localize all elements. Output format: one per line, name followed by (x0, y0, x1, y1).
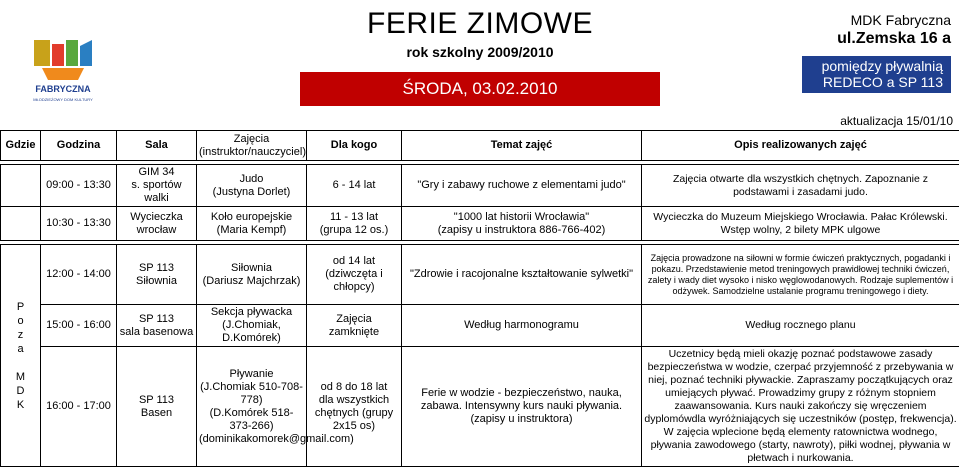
room-line: Wycieczka (119, 211, 194, 224)
sidebar-letter: a (3, 342, 38, 356)
room-cell (117, 207, 197, 241)
class-cell (197, 165, 307, 207)
class-line: Pływanie (199, 368, 304, 381)
venue-info (802, 12, 959, 93)
venue-address: ul.Zemska 16 a (802, 30, 951, 48)
room-line: SP 113 (119, 313, 194, 326)
table-row (1, 305, 959, 347)
col-header-class (197, 131, 307, 161)
room-line: wrocław (119, 224, 194, 237)
who-cell (307, 207, 402, 241)
venue-location-box (802, 56, 951, 93)
col-header-time: Godzina (41, 131, 117, 161)
sidebar-letter: K (3, 398, 38, 412)
table-row (1, 165, 959, 207)
who-line: od 14 lat (309, 255, 399, 268)
time-cell: 15:00 - 16:00 (41, 305, 117, 347)
who-line: od 8 do 18 lat (309, 381, 399, 394)
room-line: Basen (119, 407, 194, 420)
col-header-topic: Temat zajęć (402, 131, 642, 161)
who-line: zamknięte (309, 326, 399, 339)
time-cell: 10:30 - 13:30 (41, 207, 117, 241)
location-sidebar (1, 245, 41, 467)
class-line: (J.Chomiak 510-708-778) (199, 381, 304, 407)
venue-name: MDK Fabryczna (802, 12, 951, 28)
class-cell (197, 347, 307, 467)
who-cell (307, 305, 402, 347)
mdk-logo (28, 36, 98, 108)
desc-cell: Według rocznego planu (642, 305, 959, 347)
sidebar-letter: M (3, 370, 38, 384)
sidebar-letter: P (3, 300, 38, 314)
who-cell (307, 245, 402, 305)
class-line: (dominikakomorek@gmail.com) (199, 433, 304, 446)
sidebar-letter: D (3, 384, 38, 398)
who-line: 11 - 13 lat (309, 211, 399, 224)
schedule-table (0, 130, 959, 467)
class-line: (Dariusz Majchrzak) (199, 275, 304, 288)
desc-cell: Uczetnicy będą mieli okazję poznać podstawowe zasady bezpieczeństwa w wodzie, czerpać przyjemność z przebywania w niej, poznać techniki pływackie. Zapraszamy początkujących oraz umiejących pływać. Prowadzimy grupy z różnym stopniem zaawansowania. Kurs nauki zakończy się wręczeniem dyplomówdla wyróżniających się uczestników (postęp, frekwencja). W zajęcia wplecione będą elementy ratownictwa wodnego, pływania zawodowego (starty, nawroty), piłki wodnej, pływania w płetwach i nurkowania. (642, 347, 959, 467)
who-cell: 6 - 14 lat (307, 165, 402, 207)
col-header-who: Dla kogo (307, 131, 402, 161)
class-line: Siłownia (199, 262, 304, 275)
where-cell (1, 207, 41, 241)
location-line-1: pomiędzy pływalnią (804, 58, 943, 74)
class-cell (197, 245, 307, 305)
location-line-2: REDECO a SP 113 (804, 74, 943, 90)
update-date: aktualizacja 15/01/10 (840, 114, 953, 128)
col-header-room: Sala (117, 131, 197, 161)
class-line: (D.Komórek 518-373-266) (199, 407, 304, 433)
table-row (1, 347, 959, 467)
room-cell (117, 165, 197, 207)
sidebar-letter: o (3, 314, 38, 328)
class-line: (Maria Kempf) (199, 224, 304, 237)
topic-cell: Według harmonogramu (402, 305, 642, 347)
who-line: Zajęcia (309, 313, 399, 326)
where-cell (1, 165, 41, 207)
who-line: (grupa 12 os.) (309, 224, 399, 237)
school-year: rok szkolny 2009/2010 (300, 44, 660, 60)
topic-line: "1000 lat historii Wrocławia" (404, 211, 639, 224)
room-cell (117, 305, 197, 347)
class-line: (J.Chomiak, D.Komórek) (199, 319, 304, 345)
col-header-where: Gdzie (1, 131, 41, 161)
room-line: sala basenowa (119, 326, 194, 339)
desc-cell: Wycieczka do Muzeum Miejskiego Wrocławia. Pałac Królewski. Wstęp wolny, 2 bilety MPK ulgowe (642, 207, 959, 241)
who-line: 2x15 os) (309, 420, 399, 433)
sidebar-gap (3, 356, 38, 370)
time-cell: 09:00 - 13:30 (41, 165, 117, 207)
time-cell: 12:00 - 14:00 (41, 245, 117, 305)
desc-cell: Zajęcia otwarte dla wszystkich chętnych. Zapoznanie z podstawami i zasadami judo. (642, 165, 959, 207)
header-center (300, 6, 660, 106)
room-line: GIM 34 (119, 166, 194, 179)
topic-cell: Ferie w wodzie - bezpieczeństwo, nauka, zabawa. Intensywny kurs nauki pływania. (zapisy u instruktora) (402, 347, 642, 467)
topic-line: (zapisy u instruktora 886-766-402) (404, 224, 639, 237)
class-cell (197, 305, 307, 347)
class-line: (Justyna Dorlet) (199, 186, 304, 199)
col-header-class-l2: (instruktor/nauczyciel) (199, 146, 304, 159)
svg-text:FABRYCZNA: FABRYCZNA (35, 84, 91, 94)
table-row (1, 207, 959, 241)
room-cell (117, 347, 197, 467)
class-line: Sekcja pływacka (199, 306, 304, 319)
table-header-row (1, 131, 959, 161)
topic-cell: "Zdrowie i racojonalne kształtowanie sylwetki" (402, 245, 642, 305)
class-cell (197, 207, 307, 241)
date-banner: ŚRODA, 03.02.2010 (300, 72, 660, 106)
col-header-class-l1: Zajęcia (199, 133, 304, 146)
room-line: SP 113 (119, 394, 194, 407)
desc-cell: Zajęcia prowadzone na siłowni w formie ćwiczeń praktycznych, pogadanki i pokazu. Przedstawienie metod treningowych prawidłowej techniki ćwiczeń, zalety i wady diet wysoko i nisko węglowodanowych. Rodzaje suplementów i odżywek. Samodzielne ustalanie programu treningowego i diety. (642, 245, 959, 305)
time-cell: 16:00 - 17:00 (41, 347, 117, 467)
class-line: Judo (199, 173, 304, 186)
topic-cell (402, 207, 642, 241)
who-line: (dziwczęta i (309, 268, 399, 281)
who-line: chłopcy) (309, 281, 399, 294)
topic-cell: "Gry i zabawy ruchowe z elementami judo" (402, 165, 642, 207)
page-header (0, 0, 959, 110)
room-cell: SP 113 Siłownia (117, 245, 197, 305)
class-line: Koło europejskie (199, 211, 304, 224)
col-header-desc: Opis realizowanych zajęć (642, 131, 959, 161)
room-line: s. sportów walki (119, 179, 194, 205)
svg-text:MŁODZIEŻOWY DOM KULTURY: MŁODZIEŻOWY DOM KULTURY (33, 97, 93, 102)
who-line: chętnych (grupy (309, 407, 399, 420)
sidebar-letter: z (3, 328, 38, 342)
who-cell (307, 347, 402, 467)
page-title: FERIE ZIMOWE (300, 6, 660, 42)
table-row (1, 245, 959, 305)
who-line: dla wszystkich (309, 394, 399, 407)
